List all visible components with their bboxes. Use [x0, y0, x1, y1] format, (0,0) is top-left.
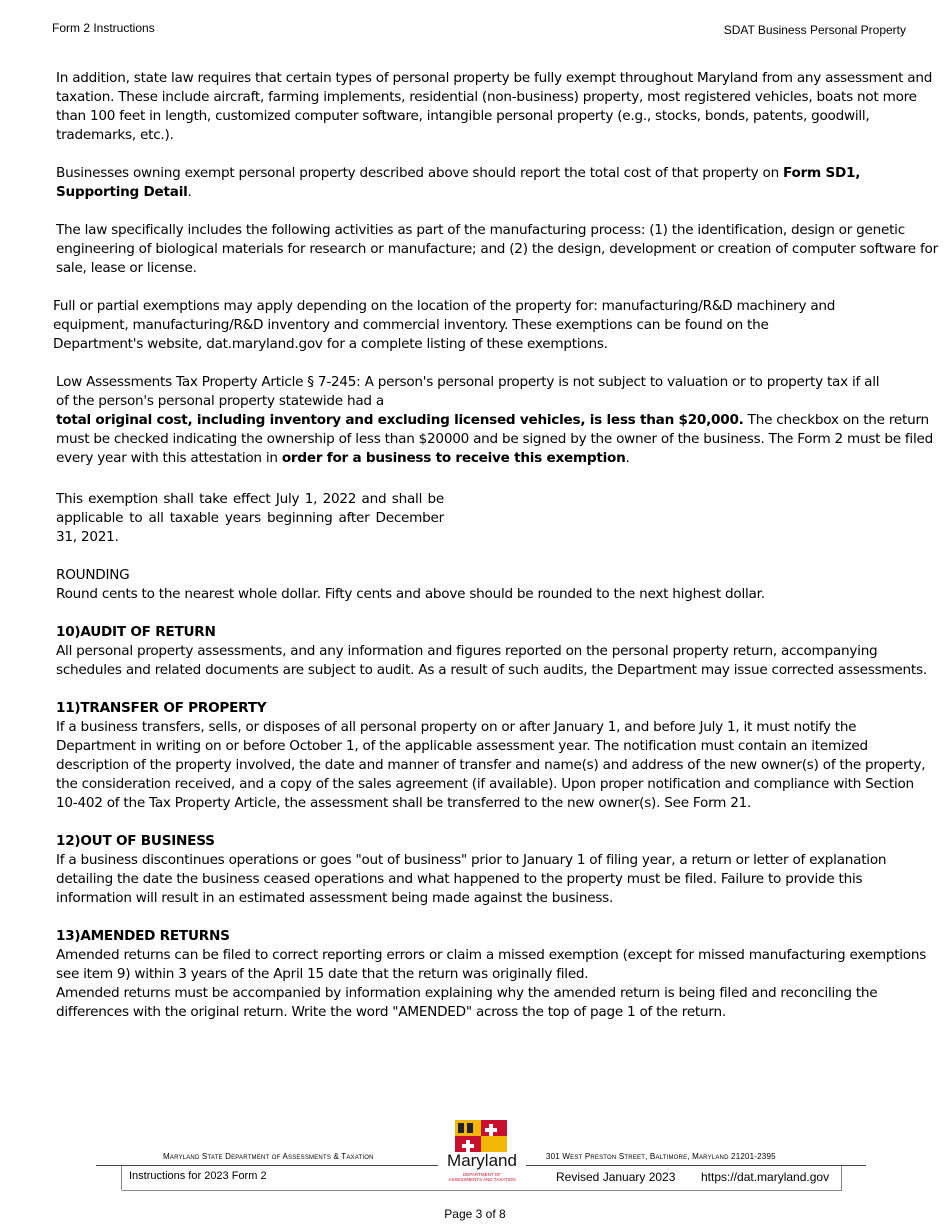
- effective-date-paragraph: This exemption shall take effect July 1, 2022 and shall be applicable to all taxable years beginning after December 31, 2021.: [56, 491, 444, 545]
- amended-title: 13)AMENDED RETURNS: [56, 928, 230, 944]
- header-section-title: SDAT Business Personal Property: [723, 23, 906, 37]
- footer-box-left-edge: [121, 1166, 122, 1190]
- report-paragraph: [56, 164, 938, 202]
- report-end: .: [187, 184, 192, 200]
- logo-subtitle-2: ASSESSMENTS AND TAXATION: [448, 1177, 516, 1182]
- audit-text: All personal property assessments, and any information and figures reported on the personal property return, accompanying schedules and related documents are subject to audit. As a result of such audits, the Department may issue corrected assessments.: [56, 643, 927, 678]
- low-assessment-end: .: [625, 450, 630, 466]
- footer-rule-left: [96, 1165, 438, 1166]
- transfer-text: If a business transfers, sells, or disposes of all personal property on or after January 1, and before July 1, it must notify the Department in writing on or before October 1, of the applicable assessment year. The notification must contain an itemized description of the property involved, the date and manner of transfer and name(s) and address of the new owner(s) of the property, the consideration received, and a copy of the sales agreement (if available). Upon proper notification and compliance with Section 10-402 of the Tax Property Article, the assessment shall be transferred to the new owner(s). See Form 21.: [56, 719, 926, 811]
- low-assessment-text: The checkbox on the return must be checked indicating the ownership of less than $20000 and be signed by the owner of the business. The Form 2 must be filed every year with this attestation in: [56, 412, 933, 466]
- manufacturing-paragraph: The law specifically includes the following activities as part of the manufacturing process: (1) the identification, design or genetic engineering of biological materials for research or manufacture; and (2) the design, development or creation of computer software for sale, lease or license.: [56, 222, 938, 276]
- partial-exemptions-paragraph: Full or partial exemptions may apply depending on the location of the property for: manufacturing/R&D machinery and equipment, manufacturing/R&D inventory and commercial inventory. These exemptions can be found on the Department's website, dat.maryland.gov for a complete listing of these exemptions.: [53, 298, 836, 352]
- form-sd1-reference: Form SD1, Supporting Detail: [56, 165, 861, 200]
- amended-text-2: Amended returns must be accompanied by information explaining why the amended return is being filed and reconciling the differences with the original return. Write the word "AMENDED" across the top of page 1 of the return.: [56, 985, 878, 1020]
- footer-website-link[interactable]: https://dat.maryland.gov: [701, 1170, 830, 1184]
- rounding-text: Round cents to the nearest whole dollar. Fifty cents and above should be rounded to the next highest dollar.: [56, 586, 765, 602]
- footer-rule-right: [526, 1165, 866, 1166]
- low-assessment-threshold: total original cost, including inventory and excluding licensed vehicles, is less than $20,000.: [56, 412, 744, 428]
- transfer-title: 11)TRANSFER OF PROPERTY: [56, 700, 267, 716]
- report-text: Businesses owning exempt personal property described above should report the total cost of that property on: [56, 165, 784, 181]
- document-body: [53, 0, 938, 1100]
- audit-title: 10)AUDIT OF RETURN: [56, 624, 216, 640]
- footer-box-right-edge: [841, 1166, 842, 1190]
- footer-instructions-label: Instructions for 2023 Form 2: [129, 1170, 267, 1182]
- out-of-business-title: 12)OUT OF BUSINESS: [56, 833, 215, 849]
- low-assessment-requirement: order for a business to receive this exemption: [281, 450, 626, 466]
- page-number: Page 3 of 8: [444, 1207, 506, 1221]
- footer-rule-bottom: [122, 1190, 842, 1191]
- out-of-business-text: If a business discontinues operations or goes "out of business" prior to January 1 of filing year, a return or letter of explanation detailing the date the business ceased operations and what happened to the property must be filed. Failure to provide this information will result in an estimated assessment being made against the business.: [56, 852, 887, 906]
- logo-subtitle-1: DEPARTMENT OF: [462, 1172, 501, 1177]
- low-assessment-paragraph: [56, 373, 938, 468]
- logo-wordmark: Maryland: [447, 1151, 517, 1170]
- footer-department-name: Maryland State Department of Assessments & Taxation: [163, 1152, 374, 1161]
- footer-revised-date: Revised January 2023: [556, 1170, 676, 1184]
- maryland-sdat-logo: [438, 1118, 526, 1186]
- footer-address: 301 West Preston Street, Baltimore, Maryland 21201-2395: [546, 1152, 776, 1161]
- rounding-title: ROUNDING: [56, 567, 130, 583]
- low-assessment-intro: Low Assessments Tax Property Article § 7-245: A person's personal property is not subject to valuation or to property tax if all of the person's personal property statewide had a: [56, 374, 880, 409]
- exempt-intro-paragraph: In addition, state law requires that certain types of personal property be fully exempt throughout Maryland from any assessment and taxation. These include aircraft, farming implements, residential (non-business) property, most registered vehicles, boats not more than 100 feet in length, customized computer software, intangible personal property (e.g., stocks, bonds, patents, goodwill, trademarks, etc.).: [56, 70, 933, 143]
- header-form-title: Form 2 Instructions: [52, 21, 155, 35]
- amended-text-1: Amended returns can be filed to correct reporting errors or claim a missed exemption (except for missed manufacturing exemptions see item 9) within 3 years of the April 15 date that the return was originally filed.: [56, 947, 927, 982]
